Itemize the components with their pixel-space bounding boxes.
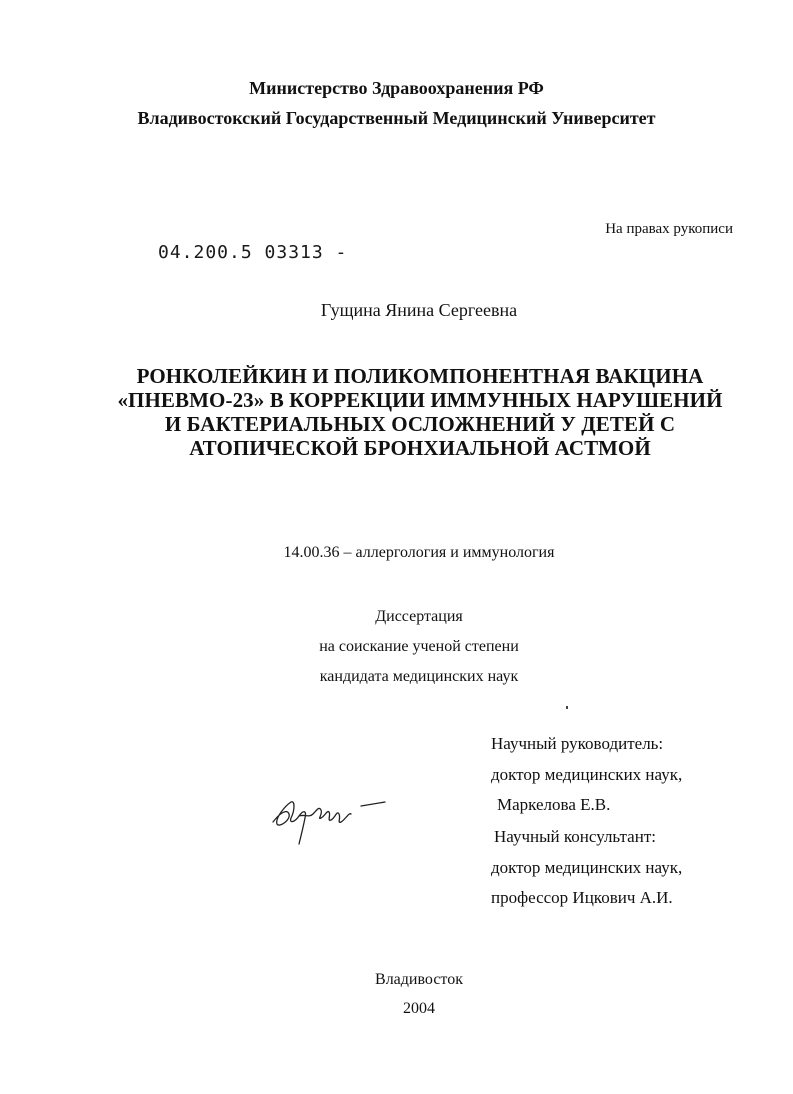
- scan-speck: [566, 706, 568, 709]
- library-stamp-number: 04.200.5 03313 -: [158, 242, 348, 263]
- supervisor-degree: доктор медицинских наук,: [491, 765, 683, 784]
- author-name: Гущина Янина Сергеевна: [320, 300, 518, 320]
- city: Владивосток: [375, 971, 463, 988]
- specialty-code: 14.00.36 – аллергология и иммунология: [283, 544, 555, 561]
- university-heading: Владивостокский Государственный Медицинский Университет: [137, 108, 656, 128]
- dissertation-type: Диссертация: [375, 608, 463, 625]
- supervisor-label: Научный руководитель:: [491, 734, 664, 753]
- rights-note: На правах рукописи: [605, 221, 733, 237]
- consultant-name: профессор Ицкович А.И.: [491, 888, 673, 907]
- ministry-heading: Министерство Здравоохранения РФ: [249, 78, 544, 98]
- consultant-degree: доктор медицинских наук,: [491, 858, 683, 877]
- supervisor-name: Маркелова Е.В.: [497, 795, 611, 814]
- title-line: И БАКТЕРИАЛЬНЫХ ОСЛОЖНЕНИЙ У ДЕТЕЙ С: [164, 412, 676, 436]
- handwritten-signature: [265, 784, 395, 854]
- title-line: «ПНЕВМО-23» В КОРРЕКЦИИ ИММУННЫХ НАРУШЕНИЙ: [117, 388, 723, 412]
- degree-name: кандидата медицинских наук: [319, 668, 519, 685]
- degree-purpose: на соискание ученой степени: [319, 638, 519, 655]
- consultant-label: Научный консультант:: [494, 827, 656, 846]
- title-line: АТОПИЧЕСКОЙ БРОНХИАЛЬНОЙ АСТМОЙ: [189, 436, 651, 460]
- dissertation-title: [100, 364, 740, 460]
- year: 2004: [403, 1000, 435, 1017]
- title-line: РОНКОЛЕЙКИН И ПОЛИКОМПОНЕНТНАЯ ВАКЦИНА: [136, 364, 704, 388]
